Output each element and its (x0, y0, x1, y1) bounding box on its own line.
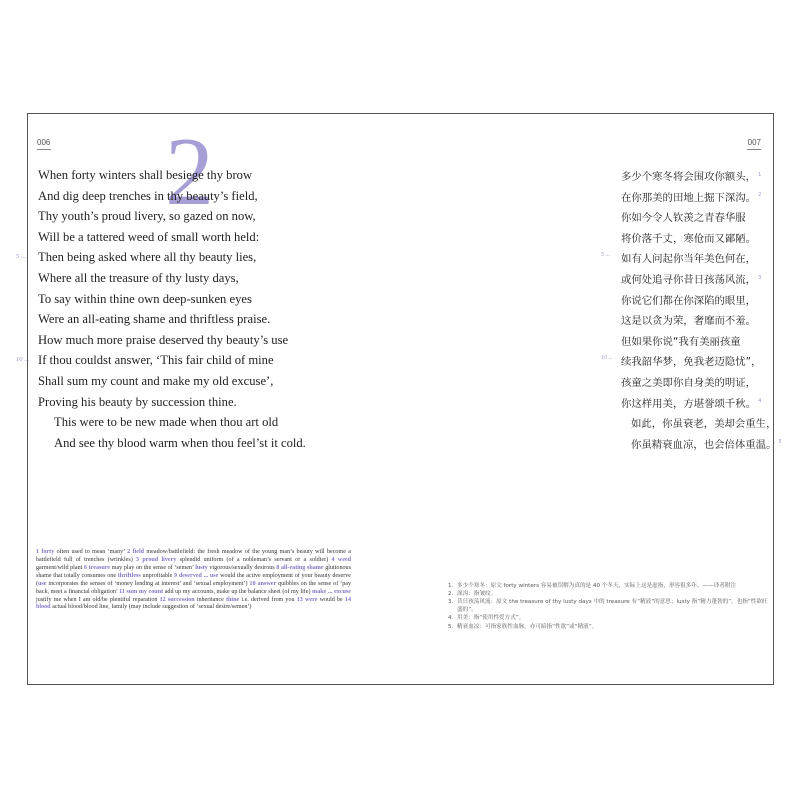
glossary-keyword: 6 treasure (83, 564, 111, 571)
poem-line-text: Shall sum my count and make my old excuse’, (38, 373, 274, 388)
poem-line-text: Thy youth’s proud livery, so gazed on now, (38, 209, 256, 224)
footnote-number: 3. (448, 599, 454, 606)
glossary-definition: would the active employment of your beauty deserve ( (36, 572, 351, 587)
glossary-keyword: 11 sum my count (119, 588, 164, 595)
page-number-rule (37, 149, 51, 150)
glossary-definition: vigorous/sexually desirous (207, 564, 277, 571)
poem-line-text: Then being asked where all thy beauty lies, (38, 250, 257, 265)
poem-line (16, 250, 306, 271)
footnote-text: 用美：指“使用性爱方式”。 (457, 615, 525, 622)
footnote-reference: 1 (758, 171, 762, 178)
glossary-keyword: 2 field (127, 549, 145, 555)
poem-line-text: If thou couldst answer, ‘This fair child of mine (38, 353, 274, 368)
translation-line-text: 如有人问起你当年美色何在， (621, 253, 757, 266)
translation-line (621, 292, 782, 313)
left-page-number-text: 006 (37, 138, 51, 147)
glossary-definition: add up my accounts, make up the balance sheet (of my life) (163, 588, 313, 595)
poem-line (38, 333, 306, 354)
footnote-number: 1. (448, 583, 454, 589)
glossary-keyword: 4 weed (331, 556, 351, 563)
translation-line-text: 你如今令人钦羡之青春华服 (621, 212, 746, 225)
poem-line (38, 168, 306, 189)
translation-line-text: 孩童之美即你自身美的明证， (621, 376, 757, 389)
translation-line (621, 271, 782, 292)
glossary-keyword: 10 answer (249, 580, 277, 587)
glossary-keyword: 8 all-eating shame (276, 564, 324, 571)
poem-line (38, 395, 306, 416)
poem-line (16, 353, 306, 374)
glossary-keyword: thine (226, 596, 240, 603)
translator-footnotes (448, 582, 768, 631)
poem-line-text: And see thy blood warm when thou feel’st it cold. (54, 435, 306, 450)
translation-line (621, 230, 782, 251)
translation-line (621, 333, 782, 354)
translation-line (621, 209, 782, 230)
translation-line-text: 或何处追寻你昔日孩荡风流， (621, 273, 757, 286)
poem-line-text: To say within thine own deep-sunken eyes (38, 291, 252, 306)
poem-line (38, 374, 306, 395)
glossary-notes (36, 549, 351, 612)
translation-line (621, 168, 782, 189)
footnote-reference: 3 (758, 274, 762, 281)
poem-line-text: Where all the treasure of thy lusty days, (38, 270, 239, 285)
poem-line (38, 230, 306, 251)
poem-line-text: Proving his beauty by succession thine. (38, 394, 237, 409)
page-number-rule (747, 149, 761, 150)
translation-line-text: 将价落千丈，寒伧而又鄙陋。 (621, 232, 757, 245)
sonnet-number: 2 (165, 118, 214, 226)
glossary-keyword: 13 were (296, 596, 318, 603)
chinese-translation (601, 168, 782, 456)
footnote-number: 4. (448, 615, 454, 622)
glossary-keyword: 1 forty (36, 549, 55, 555)
glossary-definition: gluttonous shame that totally consumes one (36, 564, 351, 579)
translation-line-text: 续我韶华梦，免我老迈隐忧”， (621, 356, 762, 369)
poem-line (38, 292, 306, 313)
footnote-text: 深沟：指皱纹。 (457, 591, 497, 598)
translation-line (601, 250, 782, 271)
translation-line-text: 如此，你虽衰老，美却会重生， (631, 418, 777, 431)
line-number-marker: 10 ... (601, 355, 613, 362)
poem-line (38, 415, 306, 436)
line-number-marker: 10 ... (16, 356, 29, 364)
footnote-item (448, 582, 768, 590)
footnote-reference: 2 (758, 192, 762, 199)
translation-line-text: 多少个寒冬将会围攻你额头， (621, 171, 757, 183)
footnote-item (448, 614, 768, 622)
glossary-keyword: use (38, 580, 47, 587)
glossary-keyword: 3 proud livery (136, 556, 177, 563)
poem-line (38, 209, 306, 230)
poem-line-text: When forty winters shall besiege thy brow (38, 168, 253, 182)
glossary-definition: justify me when I am old/be plentiful reparation (36, 596, 160, 603)
glossary-keyword: 9 deserved ... use (174, 572, 219, 579)
glossary-keyword: 14 blood (36, 596, 351, 611)
translation-line-text: 你这样用美，方堪誉颂千秋。 (621, 397, 757, 410)
line-number-marker: 5 ... (601, 252, 610, 259)
glossary-definition: incorporates the senses of ‘money lending at interest’ and ‘sexual employment’) (46, 580, 250, 587)
right-page-number-text: 007 (747, 138, 761, 147)
glossary-definition: splendid uniform (of a nobleman’s servant or a soldier) (176, 556, 332, 563)
glossary-definition: may play on the sense of ‘semen’ (110, 564, 196, 571)
footnote-number: 5. (448, 623, 454, 630)
poem-line-text: How much more praise deserved thy beauty’s use (38, 332, 289, 347)
book-spread (16, 113, 782, 685)
glossary-definition: actual blood/blood line, family (may include suggestion of ‘sexual desire/semen’) (50, 604, 252, 611)
translation-line (621, 395, 782, 416)
footnote-text: 多少个寒冬：原文 forty winters 容易被误解为真的是 40 个冬天，实际上这是虚指，形容很多年。——译者附注 (457, 583, 737, 589)
translation-line-text: 在你那美的田地上掘下深沟。 (621, 191, 757, 204)
poem-line (38, 312, 306, 333)
translation-line (621, 415, 782, 436)
footnote-reference: 4 (758, 398, 762, 405)
glossary-keyword: make ... excuse (312, 588, 351, 595)
footnote-reference: 5 (778, 439, 782, 446)
glossary-definition: garment/wild plant (36, 564, 84, 571)
footnote-number: 2. (448, 591, 454, 598)
left-page-number (37, 138, 51, 150)
footnote-item (448, 623, 768, 631)
poem-line-text: Were an all-eating shame and thriftless praise. (38, 312, 271, 327)
glossary-definition: often used to mean ‘many’ (54, 549, 128, 555)
glossary-definition: unprofitable (140, 572, 175, 579)
poem-line-text: And dig deep trenches in thy beauty’s field, (38, 188, 258, 203)
translation-line (621, 189, 782, 210)
poem-line (38, 189, 306, 210)
translation-line-text: 你虽精衰血凉，也会倍体重温。 (631, 438, 777, 451)
footnote-text: 精衰血凉：可指家族性血脉，亦可暗指“性欲”或“精液”。 (457, 623, 598, 630)
glossary-definition: would be (317, 596, 345, 603)
poem-line (38, 436, 306, 457)
translation-line (621, 374, 782, 395)
glossary-definition: quibbles on the sense of ‘pay back, meet a financial obligation’ (36, 580, 351, 595)
glossary-keyword: 12 succession (159, 596, 195, 603)
glossary-keyword: thriftless (117, 572, 141, 579)
footnote-item (448, 590, 768, 598)
glossary-definition: i.e. derived from you (239, 596, 297, 603)
glossary-keyword: lusty (195, 564, 208, 571)
translation-line (621, 436, 782, 457)
glossary-definition: inheritance (194, 596, 226, 603)
line-number-marker: 5 ... (16, 253, 26, 261)
right-page-number (747, 138, 761, 150)
poem-line (38, 271, 306, 292)
glossary-definition: meadow/battlefield: the fresh meadow of the young man’s beauty will become a battlefield full of trenches (wrinkles) (36, 549, 351, 563)
translation-line (601, 353, 782, 374)
poem-line-text: Will be a tattered weed of small worth held: (38, 229, 260, 244)
footnote-text: 昔日孩荡风流：原文 the treasure of thy lusty days 中的 treasure 有“精液”的意思；lusty 指“精力蓬勃的”，也指“性欲旺盛的”。 (457, 599, 768, 614)
translation-line-text: 你说它们都在你深陷的眼里， (621, 294, 757, 307)
poem-line-text: This were to be new made when thou art old (54, 415, 279, 430)
translation-line-text: 但如果你说“我有美丽孩童 (621, 335, 741, 348)
translation-line (621, 312, 782, 333)
poem-text (16, 168, 306, 456)
footnote-item (448, 598, 768, 614)
translation-line-text: 这是以贪为荣，奢靡而不羞。 (621, 315, 757, 328)
